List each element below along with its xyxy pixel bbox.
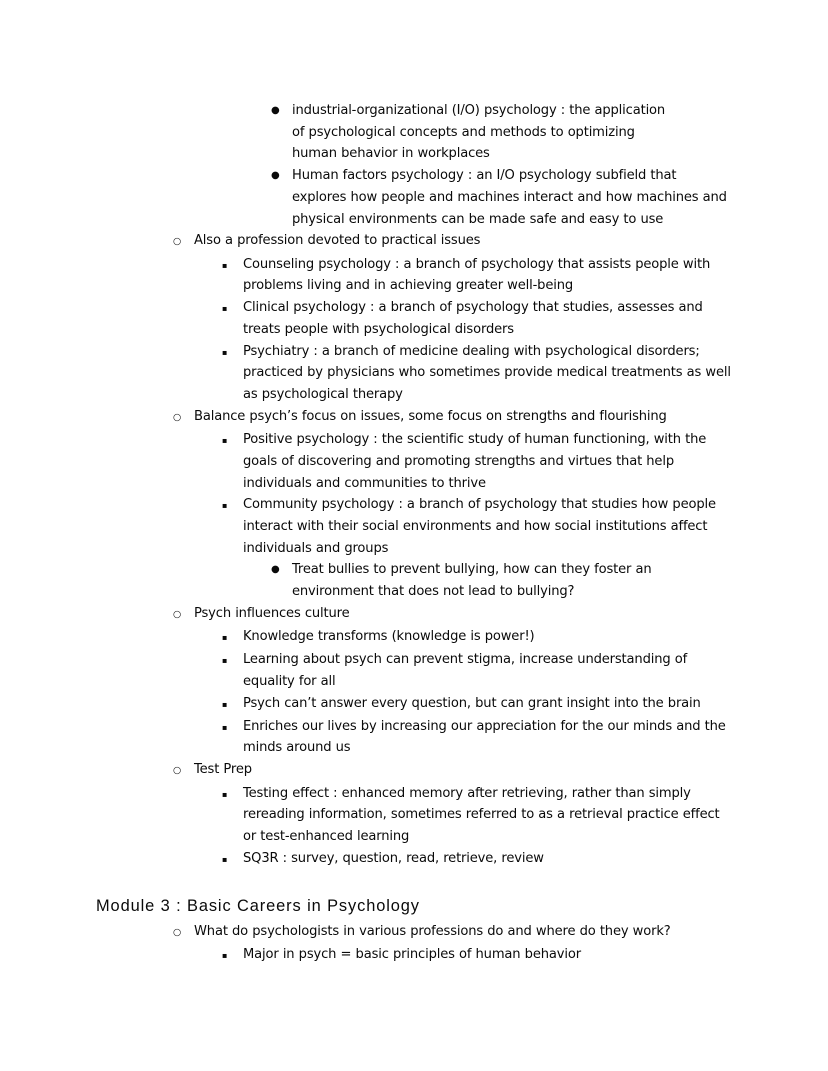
bullet-hollow-circle-icon: ○ xyxy=(173,765,182,777)
bullet-square-icon: ▪ xyxy=(222,854,228,864)
bullet-hollow-circle-icon: ○ xyxy=(173,411,182,423)
list-item xyxy=(222,429,733,494)
list-item-text: Psych influences culture xyxy=(194,605,350,621)
list-item xyxy=(222,716,733,759)
list-item-text: Enriches our lives by increasing our appreciation for the our minds and the minds around us xyxy=(243,718,726,756)
bullet-square-icon: ▪ xyxy=(222,951,228,961)
bullet-square-icon: ▪ xyxy=(222,501,228,511)
list-item xyxy=(271,100,677,165)
list-item xyxy=(173,759,733,783)
list-item xyxy=(222,254,733,297)
bullet-square-icon: ▪ xyxy=(222,347,228,357)
bullet-filled-circle-icon: ● xyxy=(271,564,280,576)
list-item xyxy=(271,165,733,230)
list-item-text: Community psychology : a branch of psychology that studies how people interact with their social environments and how social institutions affect individuals and groups xyxy=(243,497,716,556)
list-item xyxy=(222,848,733,871)
list-item xyxy=(271,559,733,602)
list-item xyxy=(222,626,733,649)
bullet-hollow-circle-icon: ○ xyxy=(173,926,182,938)
list-item-text: Counseling psychology : a branch of psychology that assists people with problems living and in achieving greater well-being xyxy=(243,256,711,294)
list-item-text: Positive psychology : the scientific study of human functioning, with the goals of discovering and promoting strengths and virtues that help individuals and communities to thrive xyxy=(243,432,707,491)
bullet-square-icon: ▪ xyxy=(222,633,228,643)
bullet-square-icon: ▪ xyxy=(222,722,228,732)
list-item-text: Balance psych’s focus on issues, some focus on strengths and flourishing xyxy=(194,408,667,424)
top-margin-spacer xyxy=(0,0,828,100)
list-item xyxy=(222,494,733,559)
bullet-square-icon: ▪ xyxy=(222,260,228,270)
bullet-hollow-circle-icon: ○ xyxy=(173,236,182,248)
list-item-text: What do psychologists in various professions do and where do they work? xyxy=(194,923,671,939)
list-item-text: Major in psych = basic principles of human behavior xyxy=(243,947,581,963)
list-item-text: Human factors psychology : an I/O psychology subfield that explores how people and machines interact and how machines and physical environments can be made safe and easy to use xyxy=(292,168,727,227)
list-item xyxy=(222,649,733,692)
list-item-text: Psych can’t answer every question, but can grant insight into the brain xyxy=(243,695,701,711)
bullet-square-icon: ▪ xyxy=(222,699,228,709)
list-item xyxy=(173,603,733,627)
bullet-hollow-circle-icon: ○ xyxy=(173,608,182,620)
list-item-text: Knowledge transforms (knowledge is power!) xyxy=(243,629,535,645)
list-item-text: Test Prep xyxy=(194,762,252,778)
list-item-text: Clinical psychology : a branch of psychology that studies, assesses and treats people with psychological disorders xyxy=(243,300,703,337)
list-item xyxy=(222,944,733,967)
list-item xyxy=(222,297,733,340)
list-item xyxy=(173,921,733,945)
bullet-square-icon: ▪ xyxy=(222,436,228,446)
list-item-text: Testing effect : enhanced memory after retrieving, rather than simply rereading information, sometimes referred to as a retrieval practice effect or test-enhanced learning xyxy=(243,785,720,844)
list-item-text: Psychiatry : a branch of medicine dealing with psychological disorders; practiced by physicians who sometimes provide medical treatments as well as psychological therapy xyxy=(243,343,731,402)
list-item xyxy=(173,406,733,430)
bullet-filled-circle-icon: ● xyxy=(271,105,280,116)
list-item-text: Also a profession devoted to practical issues xyxy=(194,233,481,249)
list-item-text: Treat bullies to prevent bullying, how can they foster an environment that does not lead to bullying? xyxy=(292,562,652,600)
list-item xyxy=(222,341,733,406)
module-heading: Module 3 : Basic Careers in Psychology xyxy=(96,896,420,915)
bullet-square-icon: ▪ xyxy=(222,656,228,666)
list-item xyxy=(222,783,733,848)
list-item xyxy=(222,693,733,716)
list-item xyxy=(173,230,733,254)
list-item-text: Learning about psych can prevent stigma, increase understanding of equality for all xyxy=(243,652,688,689)
bullet-square-icon: ▪ xyxy=(222,789,228,799)
list-item-text: industrial-organizational (I/O) psychology : the application of psychological concepts and methods to optimizing human behavior in workplaces xyxy=(292,103,666,162)
bullet-square-icon: ▪ xyxy=(222,304,228,314)
bullet-filled-circle-icon: ● xyxy=(271,170,280,182)
list-item-text: SQ3R : survey, question, read, retrieve, review xyxy=(243,850,544,866)
